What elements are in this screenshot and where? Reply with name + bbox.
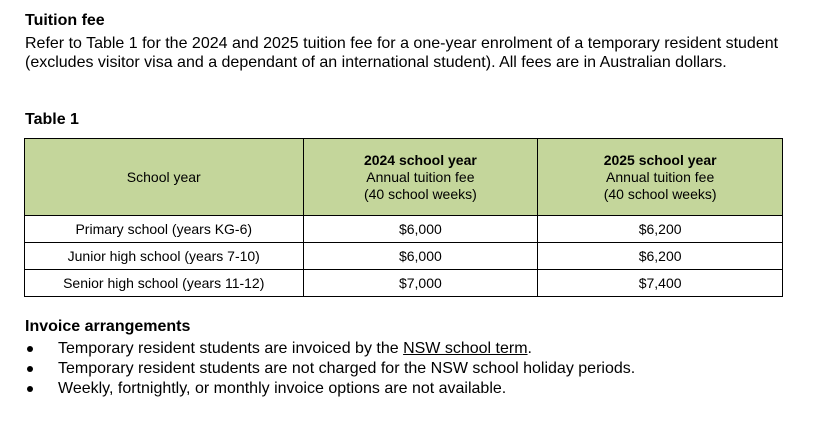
header-2025 bbox=[538, 139, 783, 216]
table-header-row bbox=[25, 139, 783, 216]
row-fee-2025: $6,200 bbox=[538, 216, 783, 243]
intro-paragraph: Refer to Table 1 for the 2024 and 2025 tuition fee for a one-year enrolment of a temporary resident student (excludes visitor visa and a dependant of an international student). All fees are in Australian dollars. bbox=[25, 35, 779, 71]
row-fee-2024: $6,000 bbox=[303, 243, 538, 270]
header-2024-line1: Annual tuition fee bbox=[366, 168, 475, 185]
nsw-school-term-link[interactable]: NSW school term bbox=[403, 340, 528, 357]
bullet-icon bbox=[27, 346, 33, 352]
bullet-icon bbox=[27, 366, 33, 372]
table-row bbox=[25, 216, 783, 243]
header-2025-line2: (40 school weeks) bbox=[603, 185, 717, 202]
row-school-year: Junior high school (years 7-10) bbox=[25, 243, 304, 270]
bullet-icon bbox=[27, 386, 33, 392]
header-2024-year: 2024 school year bbox=[363, 151, 477, 168]
row-fee-2025: $7,400 bbox=[538, 270, 783, 297]
invoice-list bbox=[25, 339, 635, 399]
header-2025-year: 2025 school year bbox=[603, 151, 717, 168]
bullet1-end: . bbox=[527, 340, 532, 357]
header-2024 bbox=[303, 139, 538, 216]
section-title: Tuition fee bbox=[25, 12, 105, 29]
table-label: Table 1 bbox=[25, 111, 79, 128]
table-row bbox=[25, 243, 783, 270]
list-item bbox=[25, 339, 635, 359]
header-school-year: School year bbox=[25, 139, 304, 216]
bullet1-text: Temporary resident students are invoiced by the bbox=[58, 340, 404, 357]
list-item bbox=[25, 359, 635, 379]
bullet2-text: Temporary resident students are not charged for the NSW school holiday periods. bbox=[58, 360, 636, 377]
header-2024-line2: (40 school weeks) bbox=[363, 185, 477, 202]
list-item bbox=[25, 379, 635, 399]
table-row bbox=[25, 270, 783, 297]
tuition-fee-table bbox=[24, 138, 783, 297]
row-fee-2024: $7,000 bbox=[303, 270, 538, 297]
bullet3-text: Weekly, fortnightly, or monthly invoice options are not available. bbox=[58, 380, 507, 397]
invoice-title: Invoice arrangements bbox=[25, 318, 191, 335]
row-fee-2024: $6,000 bbox=[303, 216, 538, 243]
row-fee-2025: $6,200 bbox=[538, 243, 783, 270]
row-school-year: Senior high school (years 11-12) bbox=[25, 270, 304, 297]
header-2025-line1: Annual tuition fee bbox=[606, 168, 715, 185]
row-school-year: Primary school (years KG-6) bbox=[25, 216, 304, 243]
